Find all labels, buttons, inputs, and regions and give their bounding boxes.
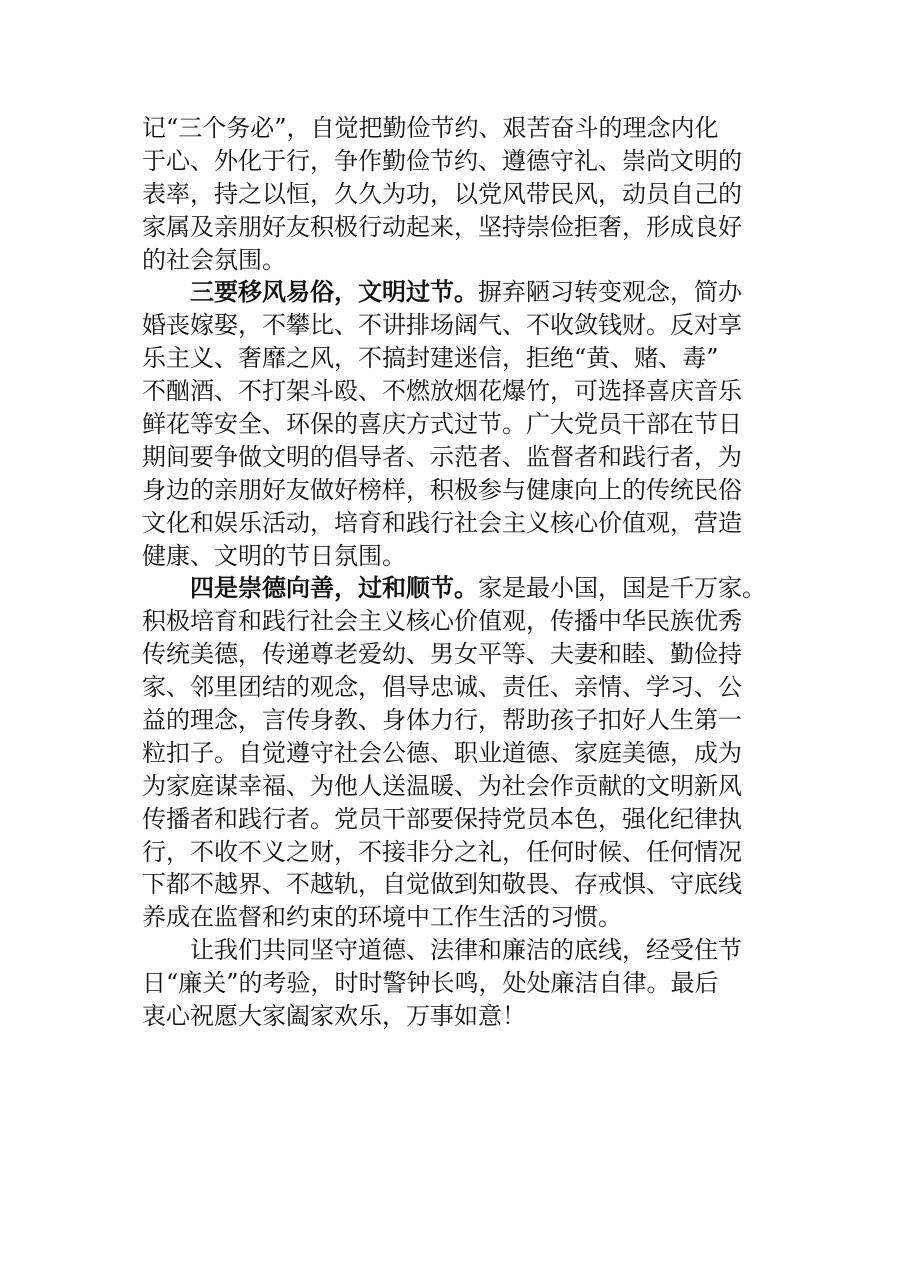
paragraph-2 (142, 276, 782, 572)
paragraph-heading: 三要移风易俗，文明过节。 (190, 277, 478, 307)
text-line: 让我们共同坚守道德、法律和廉洁的底线，经受住节 (190, 936, 742, 965)
text-line: 记“三个务必”，自觉把勤俭节约、艰苦奋斗的理念内化 (142, 114, 719, 142)
paragraph-3 (142, 572, 782, 934)
paragraph-heading: 四是崇德向善，过和顺节。 (190, 573, 478, 603)
text-line: 不酗酒、不打架斗殴、不燃放烟花爆竹，可选择喜庆音乐 (142, 377, 742, 406)
paragraph-1 (142, 112, 782, 276)
text-line: 下都不越界、不越轨，自觉做到知敬畏、存戒惧、守底线 (142, 870, 742, 899)
text-line: 日“廉关”的考验，时时警钟长鸣，处处廉洁自律。最后 (142, 969, 719, 998)
text-line: 为家庭谋幸福、为他人送温暖、为社会作贡献的文明新风 (142, 771, 742, 800)
text-line: 身边的亲朋好友做好榜样，积极参与健康向上的传统民俗 (142, 475, 742, 504)
text-line (142, 276, 782, 309)
text-line: 鲜花等安全、环保的喜庆方式过节。广大党员干部在节日 (142, 410, 742, 439)
text-line: 粒扣子。自觉遵守社会公德、职业道德、家庭美德，成为 (142, 738, 742, 767)
text-line: 于心、外化于行，争作勤俭节约、遵德守礼、崇尚文明的 (142, 146, 742, 175)
text-line: 家属及亲朋好友积极行动起来，坚持崇俭拒奢，形成良好 (142, 212, 742, 241)
document-body (142, 112, 782, 1033)
text-run: 家是最小国，国是千万家。 (478, 574, 766, 603)
text-line: 养成在监督和约束的环境中工作生活的习惯。 (142, 903, 622, 932)
text-line: 积极培育和践行社会主义核心价值观，传播中华民族优秀 (142, 607, 742, 636)
text-run: 摒弃陋习转变观念，简办 (478, 278, 742, 307)
text-line: 乐主义、奢靡之风，不搞封建迷信，拒绝“黄、赌、毒” (142, 344, 719, 373)
text-line: 行，不收不义之财，不接非分之礼，任何时候、任何情况 (142, 837, 742, 866)
text-line: 益的理念，言传身教、身体力行，帮助孩子扣好人生第一 (142, 706, 742, 735)
text-line: 健康、文明的节日氛围。 (142, 541, 406, 570)
text-line: 文化和娱乐活动，培育和践行社会主义核心价值观，营造 (142, 508, 742, 537)
text-line: 家、邻里团结的观念，倡导忠诚、责任、亲情、学习、公 (142, 673, 742, 702)
paragraph-4 (142, 934, 782, 1033)
text-line: 衷心祝愿大家阖家欢乐，万事如意！ (142, 1002, 526, 1031)
text-line: 表率，持之以恒，久久为功，以党风带民风，动员自己的 (142, 179, 742, 208)
text-line: 的社会氛围。 (142, 245, 286, 274)
text-line (142, 572, 782, 605)
text-line: 期间要争做文明的倡导者、示范者、监督者和践行者，为 (142, 442, 742, 471)
text-line: 婚丧嫁娶，不攀比、不讲排场阔气、不收敛钱财。反对享 (142, 311, 742, 340)
text-line: 传统美德，传递尊老爱幼、男女平等、夫妻和睦、勤俭持 (142, 640, 742, 669)
text-line: 传播者和践行者。党员干部要保持党员本色，强化纪律执 (142, 804, 742, 833)
